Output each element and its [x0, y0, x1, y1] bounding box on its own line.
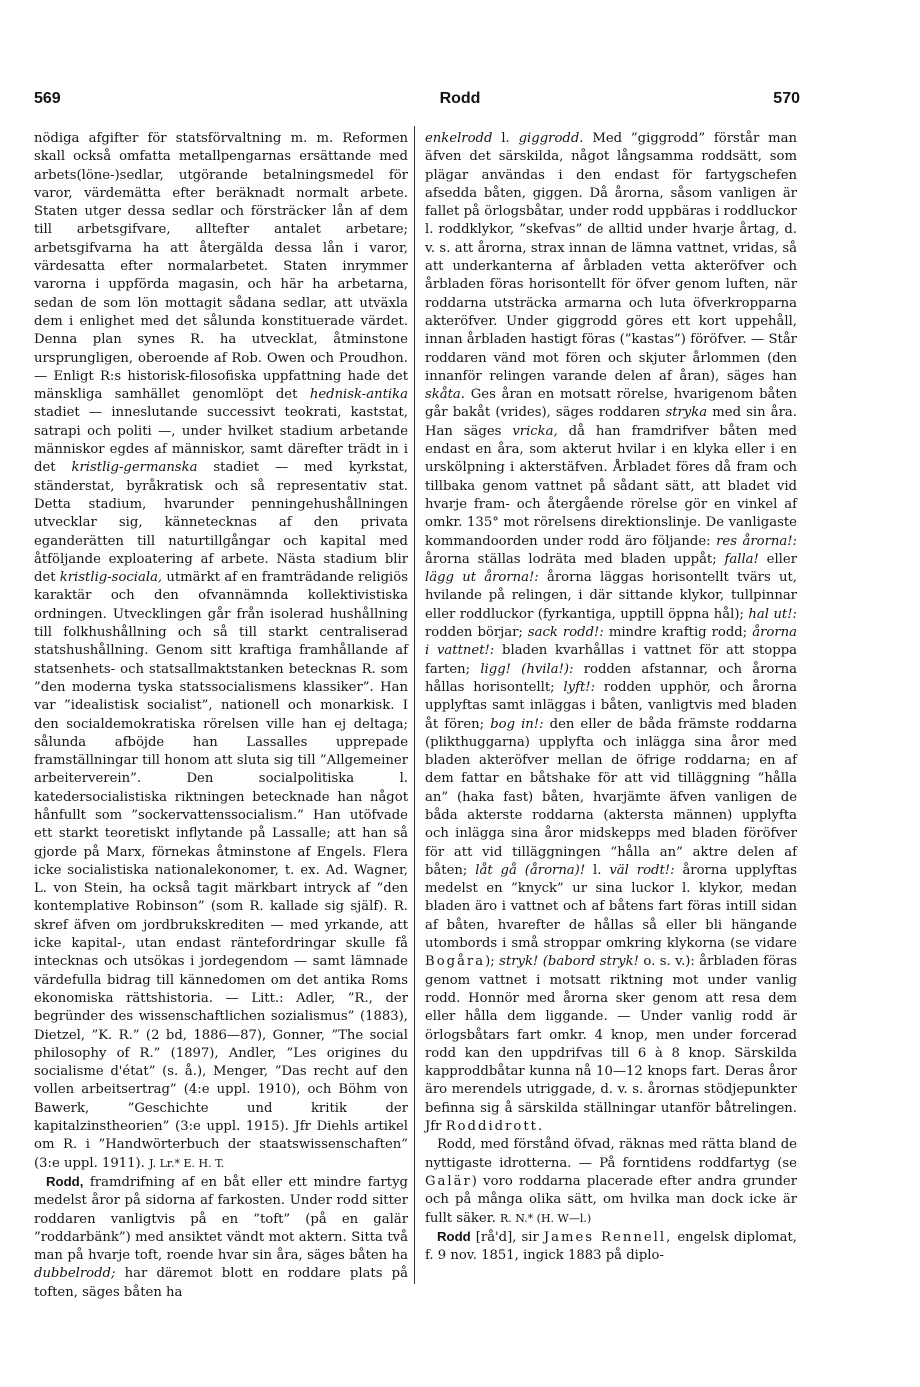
- italic-term: kristlig-sociala,: [59, 570, 163, 586]
- text: utmärkt af en framträdande religiös karaktär och den ofvannämnda kollektivistiska ordningen. Utvecklingen går från isolerad hushållning till folkhushållning och så till starkt centraliserad statshushållning. Genom sitt kraftiga framhållande af statsenhets- och statsallmaktstanken betecknas R. som ”den moderna tyska statssocialismens klassiker”. Han var ”idealistisk socialist”, nationell och monarkisk. I den socialdemokratiska rörelsen ville han ej deltaga; sålunda afböjde han Lassalles upprepade framställningar till honom att sluta sig till ”Allgemeiner arbeiterverein”. Den socialpolitiska l. katedersocialistiska riktningen betecknade han något hånfullt som ”sockervattenssocialism.” Han utöfvade ett starkt teoretiskt inflytande på Lassalle; att han så gjorde på Marx, förnekas åtminstone af Engels. Flera icke socialistiska nationalekonomer, t. ex. Ad. Wagner, L. von Stein, ha också tagit märkbart intryck af ”den kontemplative Robinson” (som R. kallade sig själf). R. skref äfven om jordbrukskrediten — med yrkande, att icke kapital-, utan endast räntefordringar skulle få intecknas och utsökas i jordegendom — samt lämnade värdefulla bidrag till kännedomen om det antika Roms ekonomiska rättshistoria. — Litt.: Adler, ”R., der begründer des wissenschaftlichen sozialismus” (1883), Dietzel, ”K. R.” (2 bd, 1886—87), Gonner, ”The social philosophy of R.” (1897), Andler, ”Les origines du socialisme d'état” (s. å.), Menger, ”Das recht auf den vollen arbeitsertrag” (4:e uppl. 1910), och Böhm von Bawerk, ”Geschichte und kritik der kapitalzinstheorien” (3:e uppl. 1915). Jfr Diehls artikel om R. i ”Handwörterbuch der staatswissenschaften” (3:e uppl. 1911).: [34, 570, 408, 1171]
- command-word: låt gå (årorna)!: [475, 862, 586, 878]
- command-word: lägg ut årorna!:: [425, 570, 539, 586]
- text: ) voro roddarna placerade efter andra grunder och på många olika sätt, om hvilka man dock icke är fullt säker.: [425, 1173, 797, 1226]
- text: [rå'd], sir: [475, 1229, 539, 1245]
- italic-term: skåta.: [425, 387, 465, 403]
- entry-headword: Rodd,: [46, 1173, 84, 1189]
- cross-reference: Bogåra: [425, 954, 486, 970]
- command-word: stryk!: [499, 954, 539, 970]
- text: nödiga afgifter för statsförvaltning m. m. Reformen skall också omfatta metallpengarnas ersättande med arbets(löne-)sedlar, utgörande betalningsmedel för varor, värdemätta efter beräknadt normalt arbete. Staten utger dessa sedlar och försträcker lån af dem till arbetsgifvare, alltefter antalet arbetare; arbetsgifvarna ha att återgälda dessa lån i varor, värdesatta efter normalarbetet. Staten inrymmer varorna i uppförda magasin, och här ha arbetarna, sedan de som lön mottagit sådana sedlar, att utväxla dem i enlighet med det sålunda konstituerade värdet. Denna plan synes R. ha utvecklat, åtminstone ursprungligen, oberoende af Rob. Owen och Proudhon. — Enligt R:s historisk-filosofiska uppfattning hade det mänskliga samhället genomlöpt det: [34, 131, 408, 403]
- command-word: lyft!:: [563, 679, 596, 695]
- page-number-right: 570: [773, 90, 800, 107]
- text: har däremot blott en roddare plats på toften, säges båten ha: [34, 1266, 408, 1300]
- cross-reference: Galär: [425, 1173, 472, 1189]
- command-word: sack rodd!:: [527, 625, 604, 641]
- command-word: hal ut!:: [748, 606, 797, 622]
- italic-term: stryka: [665, 405, 708, 421]
- person-name: James Rennell,: [543, 1229, 673, 1245]
- text: rodden upphör, och årorna upplyftas samt inläggas i båten, vanligtvis med bladen åt fören;: [425, 679, 797, 732]
- text: bladen kvarhållas i vattnet för att stoppa farten;: [425, 643, 797, 677]
- text: stadiet — inneslutande successivt teokrati, kaststat, satrapi och politi —, under hvilket stadium arbetande människor egdes af människor, samt därefter trädt in i det: [34, 405, 408, 476]
- text: med sin åra. Han säges: [425, 405, 797, 439]
- text: Ges åran en motsatt rörelse, hvarigenom båten går bakåt (vrides), säges roddaren: [425, 387, 797, 421]
- command-word: (babord stryk!: [542, 954, 639, 970]
- text: o. s. v.): årbladen föras genom vattnet i motsatt riktning mot under vanlig rodd. Honnör med årorna sker genom att resa dem eller hålla dem liggande. — Under vanlig rodd är örlogsbåtars fart omkr. 4 knop, men under forcerad rodd kan den uppdrifvas till 6 à 8 knop. Särskilda kapproddbåtar kunna nå 10—12 knops fart. Deras åror äro merendels utriggade, d. v. s. årornas stödjepunkter befinna sig å särskilda ställningar utanför båtrelingen. Jfr: [425, 954, 797, 1135]
- entry-rodd-james: [425, 1228, 797, 1266]
- command-word: res årorna!:: [716, 533, 797, 549]
- text: Rodd, med förstånd öfvad, räknas med rätta bland de nyttigaste idrotterna. — På forntidens roddfartyg (se: [425, 1137, 797, 1171]
- right-paragraph: [425, 130, 797, 1136]
- command-word: ligg! (hvila!):: [480, 661, 574, 677]
- entry-rodd: [34, 1173, 408, 1302]
- text: rodden börjar;: [425, 625, 523, 641]
- text: mindre kraftig rodd;: [608, 625, 748, 641]
- italic-term: kristlig-germanska: [71, 460, 198, 476]
- text: l.: [593, 862, 602, 878]
- author-signature: J. Lr.* E. H. T.: [149, 1156, 225, 1170]
- italic-term: hednisk-antika: [309, 387, 408, 403]
- page-header: [0, 90, 920, 114]
- text: årorna läggas horisontellt tvärs ut, hvilande på relingen, i där sittande klykor, tullpinnar eller roddluckor (fyrkantiga, upptill öppna hål);: [425, 570, 797, 622]
- author-signature: R. N.* (H. W—l.): [499, 1211, 592, 1225]
- text: då han framdrifver båten med endast en åra, som akterut hvilar i en klyka eller i en urskölpning i akterstäfven. Årbladet föres då fram och tillbaka genom vattnet på sådant sätt, att bladet vid hvarje fram- och återgående rörelse gör en vinkel af omkr. 135° mot rörelsens direktionslinje. De vanligaste kommandoorden under rodd äro följande:: [425, 423, 797, 549]
- text: årorna ställas lodräta med bladen uppåt;: [425, 551, 717, 567]
- text: rodden afstannar, och årorna hållas horisontellt;: [425, 661, 797, 695]
- text: eller: [766, 551, 798, 567]
- command-word: årorna i vattnet!:: [425, 625, 797, 659]
- text: årorna upplyftas medelst en ”knyck” ur sina luckor l. klykor, medan bladen äro i vattnet och af båtens fart föras intill sidan af båten, hvarefter de hållas så eller bli hängande utombords i små stroppar omkring klykorna (se vidare: [425, 862, 797, 952]
- text: framdrifning af en båt eller ett mindre fartyg medelst åror på sidorna af farkosten. Under rodd sitter roddaren vanligtvis på en ”toft” (på en galär ”roddarbänk”) med ansiktet vändt mot aktern. Sitta två man på hvarje toft, roende hvar sin åra, säges båten ha: [34, 1174, 408, 1264]
- text: stadiet — med kyrkstat, ständerstat, byråkratisk och så representativ stat. Detta stadium, hvarunder penningehushållningen utvecklar sig, kännetecknas af den privata eganderätten till naturtillgångar och kapital med åtföljande exploatering af arbete. Nästa stadium blir det: [34, 460, 408, 586]
- text: );: [485, 954, 495, 970]
- text: .: [537, 1119, 543, 1135]
- italic-term: enkelrodd: [425, 131, 493, 146]
- text: Med ”giggrodd” förstår man äfven det särskilda, något långsamma roddsätt, som plägar användas i den endast för fartygschefen afsedda båten, giggen. Då årorna, såsom vanligen är fallet på örlogsbåtar, under rodd uppbäras i roddluckor l. roddklykor, ”skefvas” de alltid under hvarje årtag, d. v. s. att årorna, strax innan de lämna vattnet, vridas, så att underkanterna af årbladen vetta akteröfver och årbladen föras horisontellt för öfver genom luften, när roddarna utsträcka armarna och luta öfverkropparna akteröfver. Under giggrodd göres ett kort uppehåll, innan årbladen hastigt föras (”kastas”) föröfver. — Står roddaren vänd mot fören och skjuter årlommen (den innanför relingen varande delen af åran), säges han: [425, 131, 797, 384]
- command-word: falla!: [724, 551, 759, 567]
- italic-term: dubbelrodd;: [34, 1266, 116, 1282]
- column-divider: [414, 126, 415, 1284]
- text: engelsk diplomat, f. 9 nov. 1851, ingick 1883 på diplo-: [425, 1229, 797, 1264]
- cross-reference: Roddidrott: [445, 1119, 538, 1135]
- text: l.: [501, 131, 510, 146]
- right-column: [425, 130, 797, 1265]
- command-word: bog in!:: [490, 716, 544, 732]
- entry-headword: Rodd: [437, 1228, 471, 1244]
- page-number-left: 569: [34, 90, 61, 107]
- text: den eller de båda främste roddarna (plikthuggarna) upplyfta och inlägga sina åror med bladen akteröfver mellan de öfrige roddarna; en af dem fattar en båtshake för att vid tilläggning ”hålla an” (haka fast) båten, hvarjämte äfven vanligen de båda akterste roddarna (aktersta männen) upplyfta och inlägga sina åror midskepps med bladen föröfver för att vid tilläggningen ”hålla an” aktre delen af båten;: [425, 716, 797, 878]
- italic-term: giggrodd.: [518, 131, 584, 146]
- command-word: väl rodt!:: [609, 862, 675, 878]
- running-headword: Rodd: [439, 90, 481, 107]
- left-column: [34, 130, 408, 1302]
- left-paragraph: [34, 130, 408, 1173]
- right-paragraph: [425, 1136, 797, 1227]
- italic-term: vricka,: [512, 423, 558, 439]
